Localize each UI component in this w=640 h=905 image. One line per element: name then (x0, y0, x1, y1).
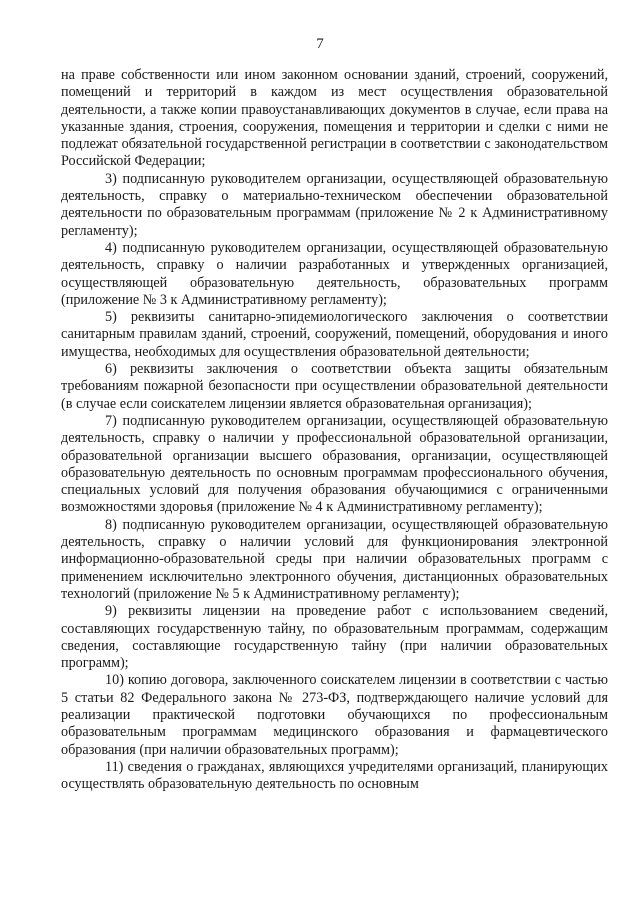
list-item-4: 4) подписанную руководителем организации, осуществляющей образовательную деятельность, справку о наличии разработанных и утвержденных организацией, осуществляющей образовательную деятельность, образовательных программ (приложение № 3 к Административному регламенту); (61, 239, 608, 308)
list-item-11: 11) сведения о гражданах, являющихся учредителями организаций, планирующих осуществлять образовательную деятельность по основным (61, 758, 608, 793)
paragraph-continuation: на праве собственности или ином законном основании зданий, строений, сооружений, помещений и территорий в каждом из мест осуществления образовательной деятельности, а также копии правоустанавливающих документов в случае, если права на указанные здания, строения, сооружения, помещения и территории и сделки с ними не подлежат обязательной государственной регистрации в соответствии с законодательством Российской Федерации; (61, 67, 608, 170)
list-item-9: 9) реквизиты лицензии на проведение работ с использованием сведений, составляющих государственную тайну, по образовательным программам, содержащим сведения, составляющие государственную тайну (при наличии образовательных программ); (61, 603, 608, 672)
list-item-10: 10) копию договора, заключенного соискателем лицензии в соответствии с частью 5 статьи 82 Федерального закона № 273-ФЗ, подтверждающего наличие условий для реализации практической подготовки обучающихся по профессиональным образовательным программам медицинского образования и фармацевтического образования (при наличии образовательных программ); (61, 672, 608, 758)
list-item-5: 5) реквизиты санитарно-эпидемиологического заключения о соответствии санитарным правилам зданий, строений, сооружений, помещений, оборудования и иного имущества, необходимых для осуществления образовательной деятельности; (61, 309, 608, 360)
list-item-8: 8) подписанную руководителем организации, осуществляющей образовательную деятельность, справку о наличии условий для функционирования электронной информационно-образовательной среды при наличии образовательных программ с применением исключительно электронного обучения, дистанционных образовательных технологий (приложение № 5 к Административному регламенту); (61, 516, 608, 602)
list-item-6: 6) реквизиты заключения о соответствии объекта защиты обязательным требованиям пожарной безопасности при осуществлении образовательной деятельности (в случае если соискателем лицензии является образовательная организация); (61, 361, 608, 412)
document-body (61, 67, 608, 793)
list-item-7: 7) подписанную руководителем организации, осуществляющей образовательную деятельность, справку о наличии у профессиональной образовательной организации, образовательной организации высшего образования, организации, осуществляющей образовательную деятельность по основным программам профессионального обучения, специальных условий для получения образования обучающимися с ограниченными возможностями здоровья (приложение № 4 к Административному регламенту); (61, 412, 608, 516)
list-item-3: 3) подписанную руководителем организации, осуществляющей образовательную деятельность, справку о материально-техническом обеспечении образовательной деятельности по образовательным программам (приложение № 2 к Административному регламенту); (61, 170, 608, 239)
page-number: 7 (316, 36, 324, 52)
